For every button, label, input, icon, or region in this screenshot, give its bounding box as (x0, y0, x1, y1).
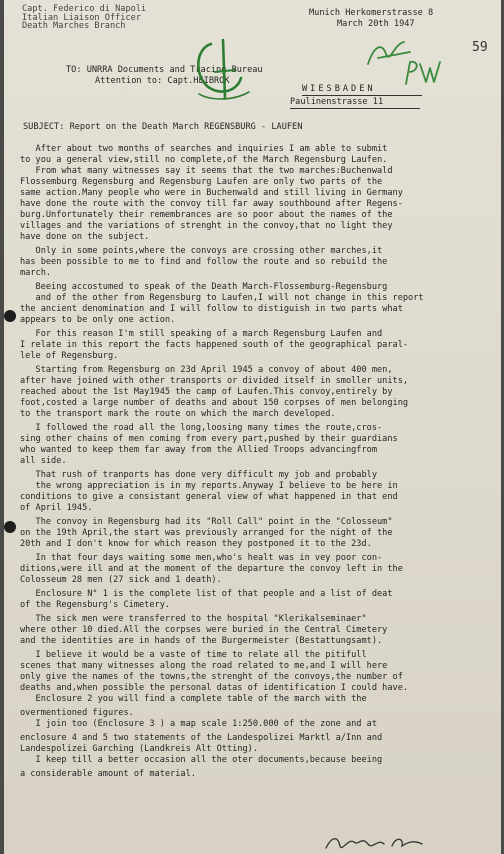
body-line: I followed the road all the long,loosing many times the route,cros- (20, 423, 383, 433)
body-line: same action.Many people who were in Buchenwald and still living in Germany (20, 188, 403, 198)
punch-hole-icon (4, 310, 16, 322)
body-line: In that four days waiting some men,who's healt was in vey poor con- (20, 553, 383, 563)
body-line: villages and the variations of strenght in the convoy,that no light they (20, 221, 393, 231)
green-initials-icon (364, 36, 414, 72)
body-line: Landespolizei Garching (Landkreis Alt Otting). (20, 744, 258, 754)
subject-line: SUBJECT: Report on the Death March REGENSBURG - LAUFEN (23, 122, 303, 132)
page-number: 59 (472, 40, 488, 55)
attention-line: Attention to: Capt.HEIBROK (95, 76, 230, 86)
body-line: and of the other from Regensburg to Laufen,I will not change in this report (20, 293, 424, 303)
body-line: the ancient denomination and I will follow to distiguish in two parts what (20, 304, 403, 314)
body-line: After about two months of searches and inquiries I am able to submit (20, 144, 388, 154)
body-line: Starting from Regensburg on 23d April 1945 a convoy of about 400 men, (20, 365, 393, 375)
body-line: of the Regensburg's Cimetery. (20, 600, 171, 610)
body-line: I join too (Enclosure 3 ) a map scale 1:250.000 of the zone and at (20, 719, 377, 729)
body-line: a considerable amount of material. (20, 769, 196, 779)
body-line: have done the route with the convoy till far away southbound after Regens- (20, 199, 403, 209)
city: WIESBADEN (302, 84, 376, 94)
body-line: who wanted to keep them far away from the Allied Troops advancingfrom (20, 445, 377, 455)
body-line: enclosure 4 and 5 two statements of the Landespolizei Marktl a/Inn and (20, 733, 383, 743)
body-line: That rush of tranports has done very difficult my job and probably (20, 470, 377, 480)
body-line: the wrong appreciation is in my reports.Anyway I believe to be here in (20, 481, 398, 491)
street-underline (290, 108, 420, 109)
body-line: after have joined with other transports or divided itself in smoller units, (20, 376, 409, 386)
body-line: Enclosure 2 you will find a complete table of the march with the (20, 694, 367, 704)
body-line: For this reason I'm still speaking of a march Regensburg Laufen and (20, 329, 383, 339)
body-line: Enclosure N° 1 is the complete list of that people and a list of deat (20, 589, 393, 599)
city-block (302, 84, 422, 96)
body-line: conditions to give a consistant general view of what happened in that end (20, 492, 398, 502)
place-line: Munich Herkomerstrasse 8 (309, 8, 434, 18)
body-line: 20th and I don't know for which reason they postponed it to the 23d. (20, 539, 372, 549)
body-line: of April 1945. (20, 503, 93, 513)
city-underline (302, 95, 422, 96)
recipient-block (66, 65, 263, 87)
place-date-block (309, 8, 433, 30)
document-page (4, 0, 501, 854)
street: Paulinenstrasse 11 (290, 97, 384, 107)
body-line: reached about the 1st May1945 the camp of Laufen.This convoy,entirely by (20, 387, 393, 397)
body-line: appears to be only one action. (20, 315, 176, 325)
signature-icon (322, 832, 432, 854)
body-line: The convoy in Regensburg had its "Roll Call" point in the "Colosseum" (20, 517, 393, 527)
body-line: have done on the subject. (20, 232, 150, 242)
body-line: Colosseum 28 men (27 sick and 1 death). (20, 575, 222, 585)
body-line: I keep till a better occasion all the oter documents,because beeing (20, 755, 383, 765)
body-line: where other 10 died.All the corpses were buried in the Central Cimetery (20, 625, 388, 635)
body-line: deaths and,when possible the personal datas of identification I could have. (20, 683, 409, 693)
body-line: I believe it would be a vaste of time to relate all the pitifull (20, 650, 367, 660)
body-line: all side. (20, 456, 67, 466)
date-line: March 20th 1947 (337, 19, 415, 29)
body-line: I relate in this report the facts happened south of the geographical paral- (20, 340, 409, 350)
body-line: to you a general view,still no complete,of the March Regensburg Laufen. (20, 155, 388, 165)
body-line: overmentioned figures. (20, 708, 134, 718)
body-line: to the transport mark the route on which the march developed. (20, 409, 336, 419)
punch-hole-icon (4, 521, 16, 533)
body-line: march. (20, 268, 52, 278)
body-line: From what many witnesses say it seems that the two marches:Buchenwald (20, 166, 393, 176)
street-block (290, 97, 420, 109)
sender-block (22, 5, 146, 31)
body-line: The sick men were transferred to the hospital "Klerikalseminaer" (20, 614, 367, 624)
body-line: Only in some points,where the convoys are crossing other marches,it (20, 246, 383, 256)
sender-line: Death Marches Branch (22, 21, 126, 32)
body-line: scenes that many witnesses along the road related to me,and I will here (20, 661, 388, 671)
sender-line: Capt. Federico di Napoli (22, 4, 147, 14)
body-line: sing other chains of men coming from every part,pushed by their guardians (20, 434, 398, 444)
recipient-line: TO: UNRRA Documents and Tracing Bureau (66, 65, 263, 75)
sender-line: Italian Liaison Officer (22, 12, 141, 23)
body-line: foot,costed a large number of deaths and about 150 corpses of men belonging (20, 398, 409, 408)
body-line: Flossemburg Regensburg and Regensburg Laufen are only two parts of the (20, 177, 383, 187)
body-line: only give the names of the towns,the strenght of the convoys,the number of (20, 672, 403, 682)
report-body (20, 144, 492, 780)
body-line: ditions,were ill and at the moment of the departure the convoy left in the (20, 564, 403, 574)
body-line: and the identities are in hands of the Burgermeister (Bestattungsamt). (20, 636, 383, 646)
body-line: burg.Unfortunately their remembrances are so poor about the names of the (20, 210, 393, 220)
body-line: lele of Regensburg. (20, 351, 119, 361)
body-line: Beeing accostumed to speak of the Death March-Flossemburg-Regensburg (20, 282, 388, 292)
body-line: on the 19th April,the start was previously arranged for the night of the (20, 528, 393, 538)
body-line: has been possible to me to find and follow the route and so rebuild the (20, 257, 388, 267)
